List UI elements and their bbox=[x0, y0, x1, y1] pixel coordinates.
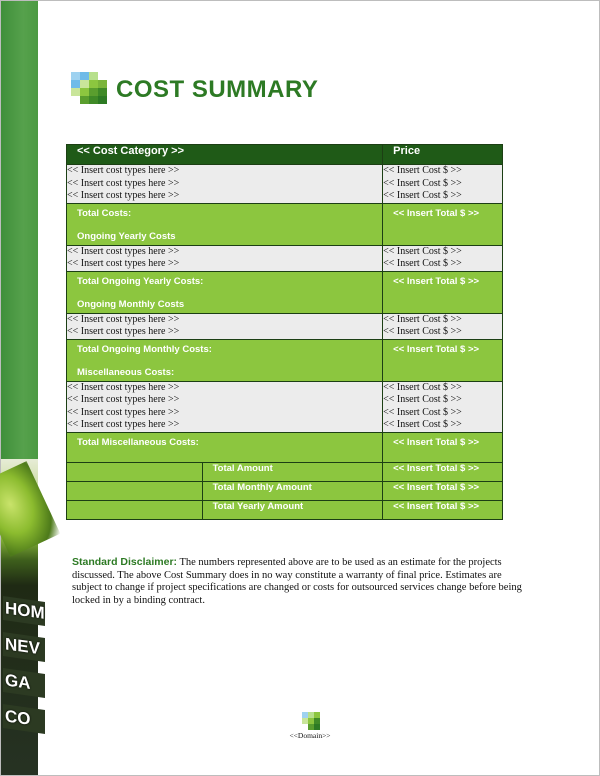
cost-type-item: << Insert cost types here >> bbox=[67, 313, 180, 325]
cost-price: << Insert Cost $ >> bbox=[383, 381, 462, 393]
sign-word: GA bbox=[3, 668, 45, 698]
cost-type-item: << Insert cost types here >> bbox=[67, 165, 180, 176]
cost-price: << Insert Cost $ >> bbox=[383, 406, 462, 418]
logo-icon bbox=[71, 72, 107, 106]
sign-word: HOM bbox=[3, 596, 45, 626]
total-row bbox=[67, 271, 503, 313]
section-heading: Miscellaneous Costs: bbox=[77, 366, 175, 378]
total-row bbox=[67, 432, 503, 462]
cost-price: << Insert Cost $ >> bbox=[383, 177, 462, 189]
total-label: Total Costs: bbox=[77, 207, 132, 219]
header-cost-category: << Cost Category >> bbox=[77, 145, 184, 157]
cost-summary-table bbox=[66, 144, 503, 520]
summary-label: Total Monthly Amount bbox=[212, 481, 312, 493]
cost-type-item: << Insert cost types here >> bbox=[67, 394, 180, 405]
summary-label: Total Amount bbox=[212, 462, 273, 474]
summary-row bbox=[67, 500, 503, 519]
total-label: Total Ongoing Yearly Costs: bbox=[77, 275, 204, 287]
sign-word: NEV bbox=[3, 632, 45, 662]
cost-type-item: << Insert cost types here >> bbox=[67, 326, 180, 337]
cost-price: << Insert Cost $ >> bbox=[383, 245, 462, 257]
total-value: << Insert Total $ >> bbox=[393, 436, 480, 448]
cost-price: << Insert Cost $ >> bbox=[383, 419, 462, 430]
summary-value: << Insert Total $ >> bbox=[393, 481, 480, 493]
cost-type-item: << Insert cost types here >> bbox=[67, 177, 180, 189]
section-heading: Ongoing Monthly Costs bbox=[77, 298, 185, 310]
total-value: << Insert Total $ >> bbox=[393, 343, 480, 355]
table-header-row bbox=[67, 145, 503, 165]
side-accent-band bbox=[1, 1, 38, 459]
header-price: Price bbox=[393, 145, 421, 157]
cost-price: << Insert Cost $ >> bbox=[383, 190, 462, 201]
items-row bbox=[67, 245, 503, 271]
sign-word: CO bbox=[3, 704, 45, 734]
total-row bbox=[67, 339, 503, 381]
cost-type-item: << Insert cost types here >> bbox=[67, 258, 180, 269]
total-label: Total Ongoing Monthly Costs: bbox=[77, 343, 212, 355]
summary-row bbox=[67, 481, 503, 500]
cost-price: << Insert Cost $ >> bbox=[383, 326, 462, 337]
disclaimer bbox=[72, 556, 532, 607]
total-label: Total Miscellaneous Costs: bbox=[77, 436, 199, 448]
cost-price: << Insert Cost $ >> bbox=[383, 165, 462, 176]
disclaimer-lead: Standard Disclaimer: bbox=[72, 556, 178, 568]
total-value: << Insert Total $ >> bbox=[393, 275, 480, 287]
cost-type-item: << Insert cost types here >> bbox=[67, 381, 180, 393]
total-row bbox=[67, 203, 503, 245]
summary-row bbox=[67, 462, 503, 481]
cost-type-item: << Insert cost types here >> bbox=[67, 419, 180, 430]
summary-value: << Insert Total $ >> bbox=[393, 462, 480, 474]
cost-price: << Insert Cost $ >> bbox=[383, 258, 462, 269]
cost-type-item: << Insert cost types here >> bbox=[67, 406, 180, 418]
cost-price: << Insert Cost $ >> bbox=[383, 394, 462, 405]
items-row bbox=[67, 381, 503, 432]
cost-type-item: << Insert cost types here >> bbox=[67, 190, 180, 201]
total-value: << Insert Total $ >> bbox=[393, 207, 480, 219]
footer-domain: <<Domain>> bbox=[289, 731, 331, 740]
disclaimer-text: The numbers represented above are to be used as an estimate for the projects discussed. The above Cost Summary does in no way constitute a warranty of final price. Estimates are subject to change if project specifications are changed or costs for outsourced services change before being locked in by a binding contract. bbox=[72, 557, 522, 606]
side-photo bbox=[1, 459, 45, 775]
footer-logo-icon bbox=[302, 712, 320, 729]
page-title: COST SUMMARY bbox=[116, 76, 319, 103]
cost-type-item: << Insert cost types here >> bbox=[67, 245, 180, 257]
cost-price: << Insert Cost $ >> bbox=[383, 313, 462, 325]
items-row bbox=[67, 313, 503, 339]
summary-label: Total Yearly Amount bbox=[212, 500, 304, 512]
section-heading: Ongoing Yearly Costs bbox=[77, 230, 176, 242]
items-row bbox=[67, 165, 503, 204]
summary-value: << Insert Total $ >> bbox=[393, 500, 480, 512]
